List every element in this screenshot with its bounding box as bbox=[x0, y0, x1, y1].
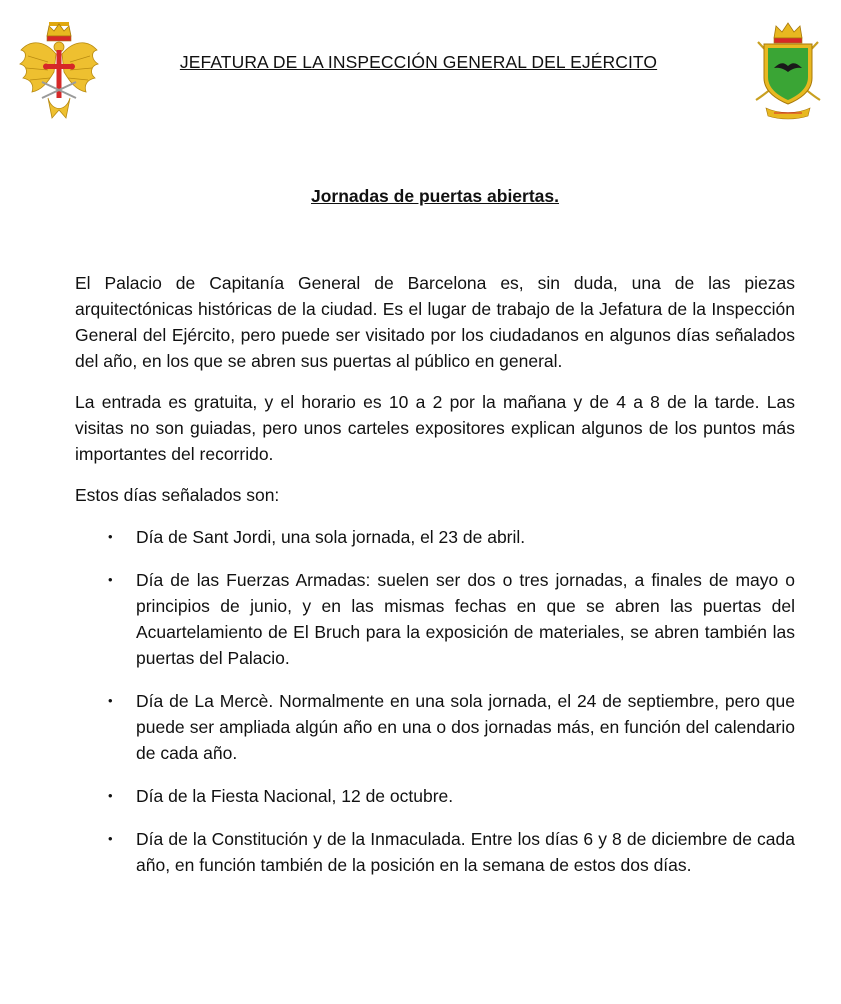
header-title-text: JEFATURA DE LA INSPECCIÓN GENERAL DEL EJÉRCITO bbox=[179, 52, 658, 72]
bullet-icon: • bbox=[108, 788, 113, 803]
paragraph-intro: El Palacio de Capitanía General de Barcelona es, sin duda, una de las piezas arquitectónicas históricas de la ciudad. Es el lugar de trabajo de la Jefatura de la Inspección General del Ejército, pero puede ser visitado por los ciudadanos en algunos días señalados del año, en los que se abren sus puertas al público en general. bbox=[75, 273, 795, 371]
paragraph-list-intro: Estos días señalados son: bbox=[75, 485, 280, 505]
list-item bbox=[75, 524, 795, 550]
bullet-icon: • bbox=[108, 529, 113, 544]
list-item-text: Día de las Fuerzas Armadas: suelen ser dos o tres jornadas, a finales de mayo o principios de junio, y en las mismas fechas en que se abren las puertas del Acuartelamiento de El Bruch para la exposición de materiales, se abren también las puertas del Palacio. bbox=[136, 570, 795, 668]
bullet-icon: • bbox=[108, 831, 113, 846]
list-item bbox=[75, 783, 795, 809]
bullet-icon: • bbox=[108, 693, 113, 708]
list-item bbox=[75, 567, 795, 671]
document-title: Jornadas de puertas abiertas. bbox=[310, 186, 560, 206]
document-body bbox=[75, 270, 795, 895]
paragraph-schedule: La entrada es gratuita, y el horario es 10 a 2 por la mañana y de 4 a 8 de la tarde. Las visitas no son guiadas, pero unos carteles expositores explican algunos de los puntos más importantes del recorrido. bbox=[75, 392, 795, 464]
open-days-list bbox=[75, 524, 795, 878]
list-item-text: Día de la Fiesta Nacional, 12 de octubre. bbox=[136, 786, 454, 806]
list-item-text: Día de La Mercè. Normalmente en una sola jornada, el 24 de septiembre, pero que puede ser ampliada algún año en una o dos jornadas más, en función del calendario de cada año. bbox=[136, 691, 795, 763]
list-item-text: Día de la Constitución y de la Inmaculada. Entre los días 6 y 8 de diciembre de cada año, en función también de la posición en la semana de estos dos días. bbox=[136, 829, 795, 875]
list-item-text: Día de Sant Jordi, una sola jornada, el 23 de abril. bbox=[136, 527, 526, 547]
list-item bbox=[75, 826, 795, 878]
header-title bbox=[0, 52, 841, 73]
unit-crest-icon bbox=[752, 20, 824, 120]
list-item bbox=[75, 688, 795, 766]
bullet-icon: • bbox=[108, 572, 113, 587]
